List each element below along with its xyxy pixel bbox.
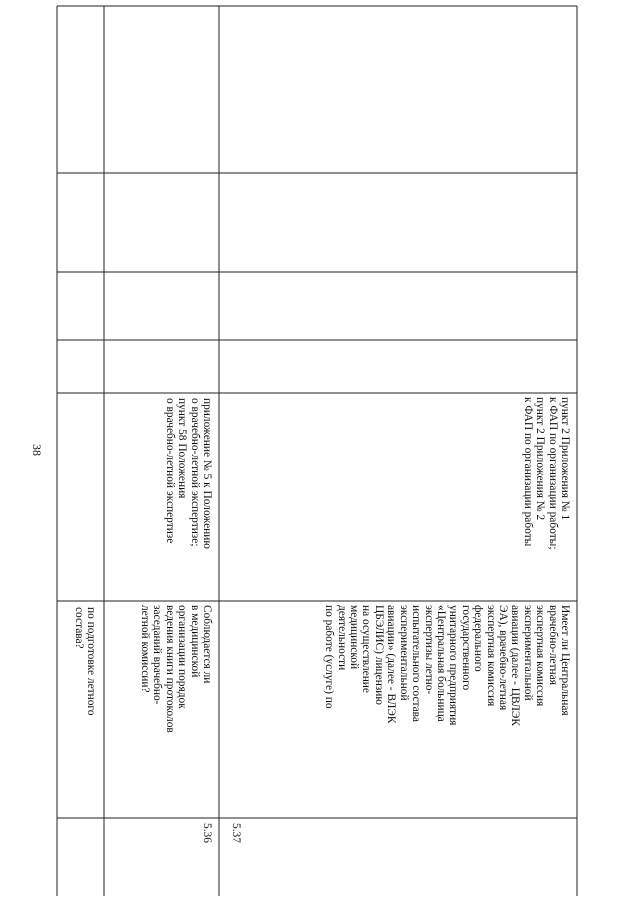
row-number-cell xyxy=(57,818,104,896)
row-number-cell: 5.37 xyxy=(230,823,242,843)
empty-column-cells xyxy=(57,340,577,393)
question-cell: по подготовке летного состава? xyxy=(72,607,97,716)
question-cell: Соблюдается ли в медицинской организации порядок ведения книги протоколов заседаний врачебно- летной комиссии? xyxy=(138,605,213,733)
empty-column-cells xyxy=(57,6,577,173)
requirements-cell: приложение № 5 к Положению о врачебно-летной экспертизе; пункт 58 Положения о врачебно-летной экспертизе xyxy=(163,398,213,549)
question-cell: Имеет ли Центральная врачебно-летная экспертная комиссия экспериментальной авиации (далее - ЦВЛЭК ЭА), врачебно-летная экспертная комиссия федерального государственного унитарного предприятия «Центральная больница экспертизы летно- испытательного состава экспериментальной авиации» (далее - ВЛЭК ЦБЭЛИС) лицензию на осуществление медицинской деятельности по работе (услуге) по xyxy=(323,605,571,726)
page-number: 38 xyxy=(30,444,44,456)
requirements-cell: пункт 2 Приложения № 1 к ФАП по организации работы; пункт 2 Приложения № 2 к ФАП по организации работы xyxy=(521,397,571,550)
row-number-cell: 5.36 xyxy=(201,823,213,843)
empty-column-cells xyxy=(57,272,577,340)
empty-column-cells xyxy=(57,173,577,272)
